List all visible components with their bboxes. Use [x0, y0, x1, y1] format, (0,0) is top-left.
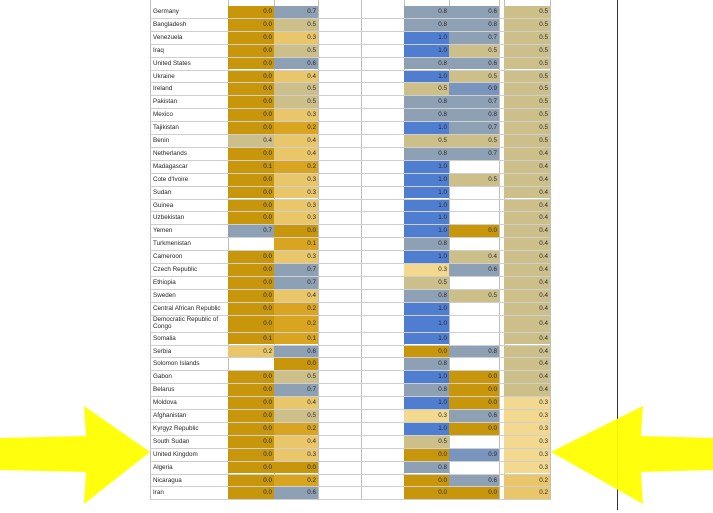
- value-cell-d: 0.5: [449, 174, 499, 186]
- value-cell-c: 1.0: [404, 333, 449, 345]
- value-cell-d: 0.8: [449, 346, 499, 358]
- country-label: Benin: [153, 137, 170, 144]
- value-cell-b: 0.3: [274, 187, 318, 199]
- value-cell-d: [449, 200, 499, 212]
- value-cell-b: 0.2: [274, 316, 318, 332]
- value-cell-a: 0.0: [228, 423, 274, 435]
- value-cell-b: 0.3: [274, 174, 318, 186]
- value-cell-d: 0.0: [449, 225, 499, 237]
- country-label: Netherlands: [153, 149, 187, 157]
- value-cell-e: 0.4: [504, 371, 550, 383]
- value-cell-b: 0.4: [274, 290, 318, 302]
- country-label: Sweden: [153, 291, 176, 299]
- value-cell-e: 0.4: [504, 238, 550, 250]
- value-cell-e: 0.4: [504, 346, 550, 358]
- value-cell-e: 0.4: [504, 161, 550, 173]
- value-cell-e: 0.4: [504, 264, 550, 276]
- value-cell-a: 0.0: [228, 462, 274, 474]
- value-cell-c: 1.0: [404, 161, 449, 173]
- value-cell-e: 0.5: [504, 122, 550, 134]
- value-cell-b: 0.4: [274, 135, 318, 147]
- value-cell-e: 0.5: [504, 45, 550, 57]
- value-cell-e: 0.3: [504, 449, 550, 461]
- value-cell-a: 0.0: [228, 487, 274, 499]
- value-cell-c: 0.8: [404, 358, 449, 370]
- value-cell-b: 0.3: [274, 109, 318, 121]
- country-label: Venezuela: [153, 33, 183, 41]
- value-cell-a: 0.0: [228, 371, 274, 383]
- value-cell-a: 0.0: [228, 6, 274, 18]
- value-cell-e: 0.2: [504, 487, 550, 499]
- value-cell-a: 0.0: [228, 303, 274, 315]
- value-cell-d: [449, 358, 499, 370]
- value-cell-c: 1.0: [404, 122, 449, 134]
- value-cell-e: 0.5: [504, 71, 550, 83]
- value-cell-d: 0.0: [449, 423, 499, 435]
- value-cell-b: 0.5: [274, 45, 318, 57]
- value-cell-c: 0.8: [404, 290, 449, 302]
- value-cell-e: 0.3: [504, 397, 550, 409]
- value-cell-c: 1.0: [404, 212, 449, 224]
- country-label: United Kingdom: [153, 450, 198, 458]
- value-cell-a: 0.7: [228, 225, 274, 237]
- value-cell-e: 0.4: [504, 225, 550, 237]
- value-cell-d: [449, 316, 499, 332]
- value-cell-b: 0.0: [274, 358, 318, 370]
- value-cell-c: 0.8: [404, 109, 449, 121]
- value-cell-d: 0.5: [449, 71, 499, 83]
- value-cell-b: 0.5: [274, 371, 318, 383]
- value-cell-d: [449, 212, 499, 224]
- value-cell-d: 0.6: [449, 410, 499, 422]
- value-cell-b: 0.2: [274, 303, 318, 315]
- value-cell-c: 1.0: [404, 371, 449, 383]
- value-cell-a: [228, 238, 274, 250]
- value-cell-c: 0.5: [404, 277, 449, 289]
- value-cell-c: 0.0: [404, 346, 449, 358]
- value-cell-e: 0.2: [504, 475, 550, 487]
- value-cell-b: 0.7: [274, 6, 318, 18]
- value-cell-c: 0.5: [404, 135, 449, 147]
- value-cell-a: 0.0: [228, 19, 274, 31]
- value-cell-d: 0.7: [449, 96, 499, 108]
- value-cell-c: 0.5: [404, 436, 449, 448]
- value-cell-c: 1.0: [404, 225, 449, 237]
- value-cell-c: 1.0: [404, 251, 449, 263]
- value-cell-b: 0.7: [274, 384, 318, 396]
- value-cell-a: 0.0: [228, 436, 274, 448]
- value-cell-d: 0.0: [449, 397, 499, 409]
- value-cell-a: 0.0: [228, 251, 274, 263]
- value-cell-b: 0.3: [274, 449, 318, 461]
- value-cell-a: 0.0: [228, 148, 274, 160]
- value-cell-d: 0.0: [449, 371, 499, 383]
- country-label: Bangladesh: [153, 20, 187, 28]
- value-cell-a: 0.0: [228, 109, 274, 121]
- value-cell-b: 0.5: [274, 19, 318, 31]
- value-cell-b: 0.4: [274, 397, 318, 409]
- country-label: Serbia: [153, 347, 172, 355]
- value-cell-e: 0.4: [504, 384, 550, 396]
- value-cell-b: 0.0: [274, 225, 318, 237]
- value-cell-a: 0.0: [228, 449, 274, 461]
- value-cell-a: 0.0: [228, 264, 274, 276]
- country-label: Gabon: [153, 373, 172, 381]
- country-label: Czech Republic: [153, 266, 198, 273]
- grid-line: [150, 499, 550, 500]
- value-cell-e: 0.5: [504, 6, 550, 18]
- value-cell-b: 0.6: [274, 346, 318, 358]
- value-cell-b: 0.2: [274, 122, 318, 134]
- value-cell-c: 0.3: [404, 264, 449, 276]
- value-cell-d: 0.6: [449, 58, 499, 70]
- value-cell-a: 0.0: [228, 384, 274, 396]
- value-cell-a: 0.0: [228, 174, 274, 186]
- value-cell-b: 0.6: [274, 58, 318, 70]
- value-cell-a: [228, 358, 274, 370]
- value-cell-d: 0.6: [449, 264, 499, 276]
- country-label: Algeria: [153, 463, 173, 471]
- value-cell-e: 0.4: [504, 187, 550, 199]
- value-cell-e: 0.3: [504, 423, 550, 435]
- country-label: Kyrgyz Republic: [153, 424, 199, 432]
- value-cell-c: 0.8: [404, 96, 449, 108]
- value-cell-b: 0.3: [274, 200, 318, 212]
- value-cell-d: 0.6: [449, 6, 499, 18]
- value-cell-a: 0.2: [228, 346, 274, 358]
- value-cell-e: 0.4: [504, 303, 550, 315]
- value-cell-b: 0.4: [274, 436, 318, 448]
- value-cell-a: 0.0: [228, 96, 274, 108]
- value-cell-c: 1.0: [404, 423, 449, 435]
- value-cell-e: 0.4: [504, 333, 550, 345]
- value-cell-e: 0.4: [504, 316, 550, 332]
- value-cell-d: 0.8: [449, 19, 499, 31]
- value-cell-c: 1.0: [404, 316, 449, 332]
- value-cell-c: 0.0: [404, 475, 449, 487]
- value-cell-e: 0.4: [504, 251, 550, 263]
- value-cell-e: 0.5: [504, 83, 550, 95]
- value-cell-a: 0.0: [228, 58, 274, 70]
- value-cell-d: 0.0: [449, 384, 499, 396]
- country-label: Iran: [153, 489, 164, 497]
- value-cell-d: 0.7: [449, 32, 499, 44]
- value-cell-e: 0.3: [504, 436, 550, 448]
- value-cell-d: [449, 436, 499, 448]
- value-cell-c: 1.0: [404, 303, 449, 315]
- value-cell-a: 0.0: [228, 71, 274, 83]
- value-cell-d: [449, 161, 499, 173]
- value-cell-b: 0.2: [274, 423, 318, 435]
- value-cell-d: 0.7: [449, 148, 499, 160]
- value-cell-b: 0.1: [274, 238, 318, 250]
- value-cell-d: 0.7: [449, 122, 499, 134]
- value-cell-e: 0.5: [504, 19, 550, 31]
- value-cell-a: 0.0: [228, 290, 274, 302]
- value-cell-d: 0.5: [449, 290, 499, 302]
- value-cell-b: 0.7: [274, 277, 318, 289]
- value-cell-a: 0.1: [228, 333, 274, 345]
- value-cell-c: 0.8: [404, 58, 449, 70]
- value-cell-c: 1.0: [404, 174, 449, 186]
- country-label: Iraq: [153, 46, 164, 54]
- value-cell-c: 0.8: [404, 19, 449, 31]
- value-cell-c: 0.8: [404, 384, 449, 396]
- country-label: Somalia: [153, 334, 176, 342]
- value-cell-b: 0.3: [274, 32, 318, 44]
- value-cell-e: 0.5: [504, 135, 550, 147]
- value-cell-a: 0.0: [228, 200, 274, 212]
- country-label: Afghanistan: [153, 412, 187, 419]
- left-highlight-arrow-icon: [0, 400, 160, 510]
- value-cell-e: 0.4: [504, 358, 550, 370]
- value-cell-a: 0.1: [228, 161, 274, 173]
- country-label: Belarus: [153, 386, 175, 394]
- country-label: Turkmenistan: [153, 240, 191, 248]
- value-cell-d: 0.9: [449, 83, 499, 95]
- country-label: Ukraine: [153, 72, 175, 80]
- country-label: Mexico: [153, 111, 173, 119]
- value-cell-e: 0.4: [504, 174, 550, 186]
- country-label: Yemen: [153, 227, 173, 235]
- country-label: Nicaragua: [153, 476, 182, 484]
- value-cell-c: 1.0: [404, 200, 449, 212]
- value-cell-e: 0.4: [504, 290, 550, 302]
- country-label: Uzbekistan: [153, 214, 185, 222]
- value-cell-c: 0.0: [404, 449, 449, 461]
- country-label: Solomon Islands: [153, 360, 200, 368]
- value-cell-b: 0.5: [274, 83, 318, 95]
- value-cell-b: 0.5: [274, 96, 318, 108]
- country-label: Guinea: [153, 201, 174, 209]
- value-cell-a: 0.0: [228, 410, 274, 422]
- right-highlight-arrow-icon: [543, 400, 713, 510]
- country-label: Pakistan: [153, 98, 178, 106]
- value-cell-d: [449, 238, 499, 250]
- value-cell-b: 0.1: [274, 333, 318, 345]
- country-label: Ethiopia: [153, 278, 176, 286]
- value-cell-a: 0.0: [228, 122, 274, 134]
- value-cell-a: 0.0: [228, 277, 274, 289]
- value-cell-e: 0.5: [504, 109, 550, 121]
- value-cell-d: [449, 187, 499, 199]
- value-cell-e: 0.3: [504, 410, 550, 422]
- value-cell-c: 1.0: [404, 397, 449, 409]
- country-label: Madagascar: [153, 162, 188, 170]
- value-cell-a: 0.0: [228, 45, 274, 57]
- value-cell-e: 0.4: [504, 277, 550, 289]
- value-cell-b: 0.4: [274, 71, 318, 83]
- value-cell-d: [449, 462, 499, 474]
- country-label: United States: [153, 59, 191, 67]
- value-cell-d: [449, 303, 499, 315]
- value-cell-c: 1.0: [404, 45, 449, 57]
- value-cell-e: 0.4: [504, 212, 550, 224]
- value-cell-d: 0.5: [449, 45, 499, 57]
- value-cell-e: 0.5: [504, 96, 550, 108]
- country-label: Central African Republic: [153, 304, 221, 312]
- value-cell-e: 0.4: [504, 148, 550, 160]
- value-cell-a: 0.0: [228, 83, 274, 95]
- value-cell-c: 0.3: [404, 410, 449, 422]
- value-cell-e: 0.3: [504, 462, 550, 474]
- value-cell-c: 1.0: [404, 187, 449, 199]
- value-cell-b: 0.4: [274, 148, 318, 160]
- value-cell-a: 0.0: [228, 32, 274, 44]
- value-cell-d: [449, 333, 499, 345]
- value-cell-e: 0.5: [504, 32, 550, 44]
- value-cell-c: 0.8: [404, 6, 449, 18]
- country-label: South Sudan: [153, 437, 190, 445]
- value-cell-e: 0.4: [504, 200, 550, 212]
- country-label: Cote d'Ivoire: [153, 175, 189, 183]
- country-label: Moldova: [153, 399, 177, 407]
- country-label: Germany: [153, 8, 179, 15]
- value-cell-b: 0.2: [274, 161, 318, 173]
- value-cell-b: 0.7: [274, 264, 318, 276]
- value-cell-d: 0.0: [449, 487, 499, 499]
- value-cell-c: 1.0: [404, 71, 449, 83]
- value-cell-a: 0.0: [228, 397, 274, 409]
- value-cell-c: 1.0: [404, 32, 449, 44]
- country-label: Ireland: [153, 85, 173, 93]
- country-label: Cameroon: [153, 253, 183, 261]
- value-cell-c: 0.8: [404, 238, 449, 250]
- value-cell-a: 0.0: [228, 475, 274, 487]
- value-cell-c: 0.0: [404, 487, 449, 499]
- value-cell-c: 0.5: [404, 83, 449, 95]
- value-cell-e: 0.5: [504, 58, 550, 70]
- country-label: Sudan: [153, 188, 172, 196]
- value-cell-c: 0.8: [404, 462, 449, 474]
- value-cell-d: 0.8: [449, 109, 499, 121]
- value-cell-b: 0.2: [274, 475, 318, 487]
- value-cell-b: 0.6: [274, 487, 318, 499]
- country-label: Tajikistan: [153, 124, 179, 132]
- country-label: Democratic Republic of Congo: [153, 315, 219, 330]
- value-cell-a: 0.0: [228, 187, 274, 199]
- value-cell-b: 0.0: [274, 462, 318, 474]
- value-cell-c: 0.8: [404, 148, 449, 160]
- value-cell-b: 0.3: [274, 212, 318, 224]
- value-cell-b: 0.3: [274, 251, 318, 263]
- value-cell-d: 0.9: [449, 449, 499, 461]
- value-cell-d: 0.5: [449, 135, 499, 147]
- value-cell-a: 0.4: [228, 135, 274, 147]
- value-cell-a: 0.0: [228, 316, 274, 332]
- value-cell-d: 0.4: [449, 251, 499, 263]
- value-cell-b: 0.5: [274, 410, 318, 422]
- value-cell-a: 0.0: [228, 212, 274, 224]
- value-cell-d: 0.6: [449, 475, 499, 487]
- value-cell-d: [449, 277, 499, 289]
